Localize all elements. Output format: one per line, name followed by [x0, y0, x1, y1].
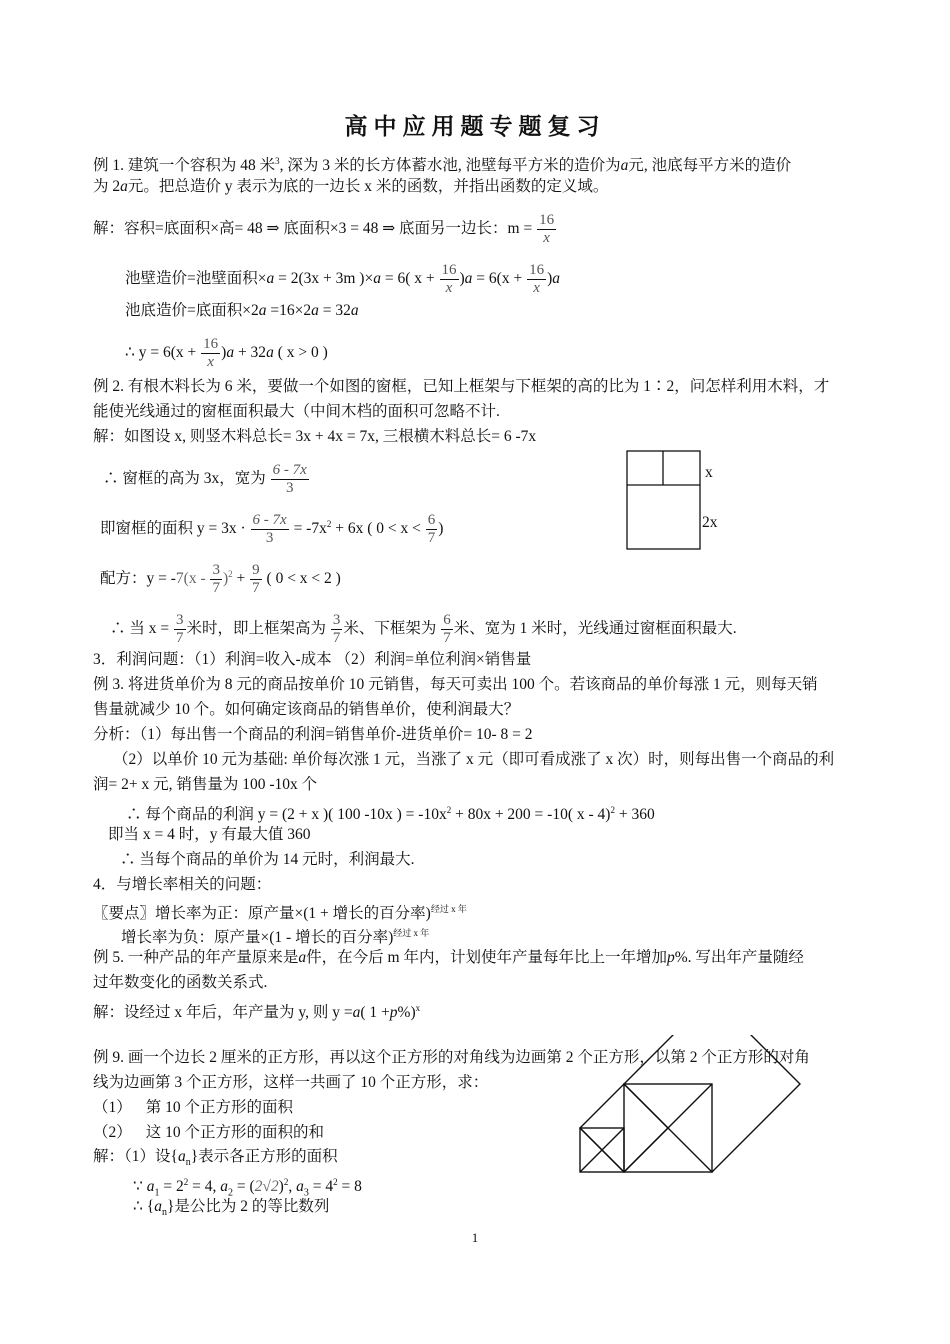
- window-label-x: x: [705, 464, 713, 481]
- ex1-problem-line2: 为 2a元。把总造价 y 表示为底的一边长 x 米的函数，并指出函数的定义域。: [93, 178, 609, 195]
- page-number: 1: [471, 1230, 479, 1245]
- ex2-problem-line2: 能使光线通过的窗框面积最大（中间木档的面积可忽略不计.: [93, 403, 500, 420]
- ex2-solution-step1: 解：如图设 x, 则竖木料总长= 3x + 4x = 7x, 三根横木料总长= 6 -7x: [93, 428, 537, 445]
- ex9-solution-step3: ∴ $\{a_n\}$是公比为 2 的等比数列: [133, 1198, 330, 1219]
- ex5-problem-line2: 过年数变化的函数关系式.: [93, 974, 268, 991]
- ex9-problem-line1: 例 9. 画一个边长 2 厘米的正方形，再以这个正方形的对角线为边画第 2 个正方形，以第 2 个正方形的对角: [93, 1049, 810, 1066]
- window-frame-figure: [620, 445, 740, 555]
- ex2-solution-step3: 即窗框的面积 y = 3x · $\frac{6 - 7x}{3}$ = $-7x^2 + 6x$ ( 0 < x < $\frac{6}{7}$ ): [100, 512, 444, 546]
- ex2-problem-line1: 例 2. 有根木料长为 6 米，要做一个如图的窗框，已知上框架与下框架的高的比为 1∶2，问怎样利用木料，才: [93, 378, 830, 395]
- ex5-problem-line1: 例 5. 一种产品的年产量原来是a件，在今后 m 年内，计划使年产量每年比上一年增加p%. 写出年产量随经: [93, 949, 804, 966]
- ex2-solution-result: ∴ 当 x = $\frac{3}{7}$ 米时，即上框架高为 $\frac{3}{7}$ 米、下框架为 $\frac{6}{7}$ 米、宽为 1 米时，光线通过窗框面积最大.: [110, 612, 737, 646]
- ex1-solution-step1: 解：容积=底面积×高= 48 ⇒ 底面积×3 = 48 ⇒ 底面另一边长：m = $\frac{16}{x}$: [93, 212, 555, 246]
- ex1-solution-result: ∴ y = 6(x + $\frac{16}{x}$ )a + 32a ( x > 0 ): [125, 336, 328, 370]
- ex3-analysis-3: 润= 2+ x 元, 销售量为 100 -10x 个: [93, 776, 318, 793]
- ex3-problem-line1: 例 3. 将进货单价为 8 元的商品按单价 10 元销售，每天可卖出 100 个。若该商品的单价每涨 1 元，则每天销: [93, 676, 818, 693]
- ex3-analysis-2: （2）以单价 10 元为基础: 单价每次涨 1 元，当涨了 x 元（即可看成涨了 x 次）时，则每出售一个商品的利: [113, 751, 835, 768]
- ex9-problem-line2: 线为边画第 3 个正方形，这样一共画了 10 个正方形，求：: [93, 1074, 489, 1091]
- sec3-heading: 3．利润问题：（1）利润=收入-成本 （2）利润=单位利润×销售量: [93, 651, 532, 668]
- sec4-keypoint-negative: 增长率为负：原产量×(1 - 增长的百分率)$^{经过 x 年}$: [121, 928, 430, 947]
- sec4-heading: 4．与增长率相关的问题：: [93, 876, 272, 893]
- page-title: 高中应用题专题复习: [344, 114, 606, 139]
- ex2-solution-step2: ∴ 窗框的高为 3x，宽为 $\frac{6 - 7x}{3}$: [103, 462, 307, 496]
- ex3-max-value: 即当 x = 4 时，y 有最大值 360: [108, 826, 311, 843]
- ex1-solution-step2: 池壁造价=池壁面积×a = 2(3x + 3m )×a = 6( x + $\frac{16}{x}$ )a = 6(x + $\frac{16}{x}$ )a: [125, 262, 560, 296]
- ex3-profit-formula: ∴ 每个商品的利润 y = (2 + x )( 100 -10x ) = $-10x^2 + 80x + 200 = -10$( x - 4)$^2$ + 360: [126, 805, 655, 824]
- ex3-analysis-1: 分析：（1）每出售一个商品的利润=销售单价-进货单价= 10- 8 = 2: [93, 726, 533, 743]
- ex5-solution: 解：设经过 x 年后，年产量为 y, 则 y =a( 1 +p%)$^x$: [93, 1003, 421, 1022]
- ex9-question-2: （2） 这 10 个正方形的面积的和: [93, 1124, 325, 1141]
- window-label-2x: 2x: [702, 514, 718, 531]
- ex3-conclusion: ∴ 当每个商品的单价为 14 元时，利润最大.: [120, 851, 415, 868]
- ex1-solution-step3: 池底造价=底面积×2a =16×2a = 32a: [125, 302, 359, 319]
- ex1-problem-line1: 例 1. 建筑一个容积为 48 米$^3$, 深为 3 米的长方体蓄水池, 池壁每平方米的造价为a元, 池底每平方米的造价: [93, 156, 792, 175]
- ex3-problem-line2: 售量就减少 10 个。如何确定该商品的销售单价，使利润最大？: [93, 701, 520, 718]
- ex9-solution-step2: ∵ $a_1 = 2^2 = 4$, $a_2 = (2√2)^2$, $a_3 = 4^2 = 8$: [133, 1177, 362, 1199]
- nested-squares-figure: [570, 1035, 870, 1185]
- ex9-solution-step1: 解：（1）设$\{a_n\}$表示各正方形的面积: [93, 1148, 338, 1169]
- ex2-solution-step4: 配方：y = -7(x - $\frac{3}{7}$ )$^2$ + $\frac{9}{7}$ ( 0 < x < 2 ): [100, 562, 341, 596]
- ex9-question-1: （1） 第 10 个正方形的面积: [93, 1099, 294, 1116]
- fraction-16-over-x: $\frac{16}{x}$: [539, 212, 555, 246]
- sec4-keypoint-positive: 〖要点〗增长率为正：原产量×(1 + 增长的百分率)$^{经过 x 年}$: [93, 904, 467, 923]
